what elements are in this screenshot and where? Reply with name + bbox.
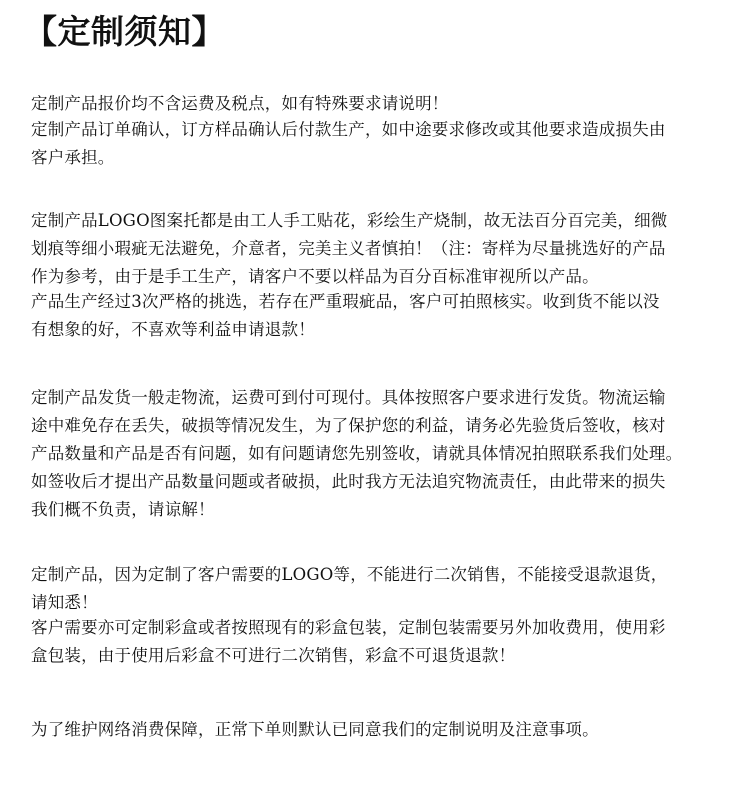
notice-paragraph-quality-inspection: 产品生产经过3次严格的挑选，若存在严重瑕疵品，客户可拍照核实。收到货不能以没 有想象的好，不喜欢等利益申请退款！ bbox=[31, 292, 660, 339]
notice-paragraph-pricing: 定制产品报价均不含运费及税点，如有特殊要求请说明！ bbox=[31, 94, 449, 113]
notice-paragraph-logo-craftsmanship: 定制产品LOGO图案托都是由工人手工贴花，彩绘生产烧制，故无法百分百完美，细微 划痕等细小瑕疵无法避免，介意者，完美主义者慎拍！（注：寄样为尽量挑选好的产品 作为参考，由于是手工生产，请客户不要以样品为百分百标准审视所以产品。 bbox=[31, 211, 668, 286]
page-title: 【定制须知】 bbox=[24, 12, 225, 51]
notice-paragraph-agreement: 为了维护网络消费保障，正常下单则默认已同意我们的定制说明及注意事项。 bbox=[31, 720, 599, 739]
notice-paragraph-packaging: 客户需要亦可定制彩盒或者按照现有的彩盒包装，定制包装需要另外加收费用，使用彩 盒包装，由于使用后彩盒不可进行二次销售，彩盒不可退货退款！ bbox=[31, 618, 666, 665]
notice-paragraph-order-confirmation: 定制产品订单确认，订方样品确认后付款生产，如中途要求修改或其他要求造成损失由 客户承担。 bbox=[31, 120, 666, 167]
notice-paragraph-no-returns: 定制产品，因为定制了客户需要的LOGO等，不能进行二次销售，不能接受退款退货， 请知悉！ bbox=[31, 565, 668, 612]
notice-paragraph-shipping: 定制产品发货一般走物流，运费可到付可现付。具体按照客户要求进行发货。物流运输 途中难免存在丢失，破损等情况发生，为了保护您的利益，请务必先验货后签收，核对 产品数量和产品是否有问题，如有问题请您先别签收，请就具体情况拍照联系我们处理。 如签收后才提出产品数量问题或者破损，此时我方无法追究物流责任，由此带来的损失 我们概不负责，请谅解！ bbox=[31, 388, 683, 519]
